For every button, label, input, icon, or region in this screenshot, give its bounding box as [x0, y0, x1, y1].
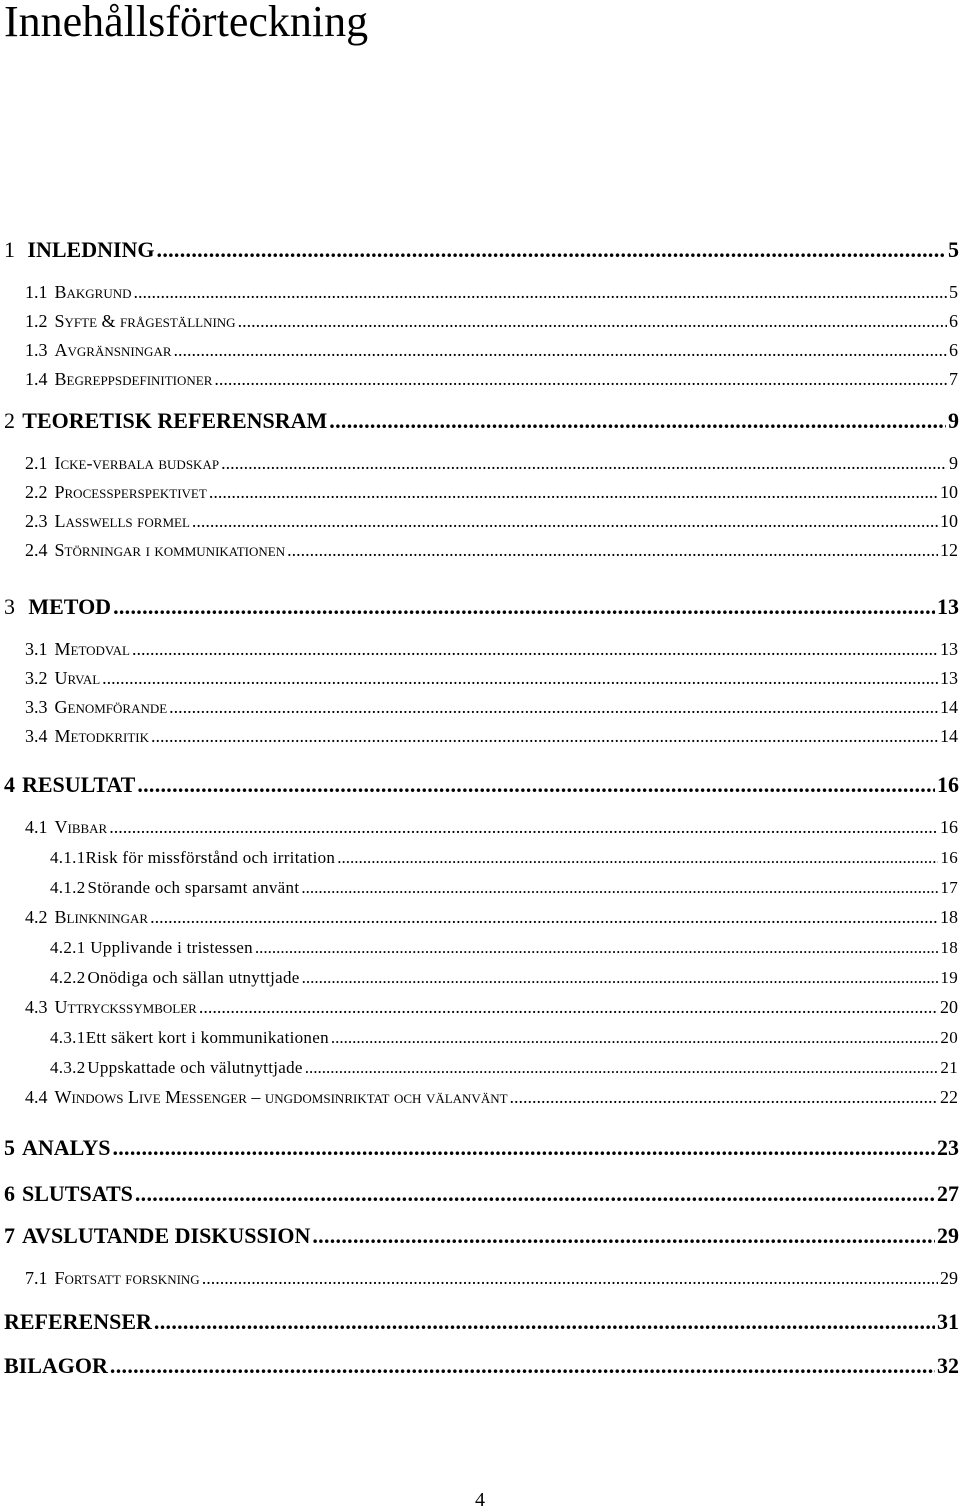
toc-entry-number: 4.1.2 [50, 878, 86, 897]
toc-entry-title: Metodval [54, 639, 130, 659]
toc-entry-page: 18 [940, 938, 958, 957]
toc-entry-title: TEORETISK REFERENSRAM [22, 408, 328, 433]
toc-entry-page: 17 [940, 878, 958, 897]
toc-entry-page: 21 [940, 1058, 958, 1077]
toc-entry-title: Störningar i kommunikationen [54, 540, 286, 560]
toc-dot-leader [199, 995, 938, 1019]
toc-dot-leader [109, 815, 938, 839]
toc-entry-page: 14 [940, 726, 958, 746]
toc-dot-leader [331, 1026, 939, 1050]
toc-entry-title: Icke-verbala budskap [54, 453, 220, 473]
toc-entry-page: 13 [940, 639, 958, 659]
toc-entry-number: 2 [4, 408, 15, 433]
toc-entry-page: 12 [940, 540, 958, 560]
toc-entry-page: 22 [940, 1087, 958, 1107]
toc-entry[interactable] [4, 1352, 959, 1380]
page-number: 4 [475, 1489, 485, 1511]
toc-dot-leader [157, 236, 946, 264]
toc-entry[interactable] [25, 309, 958, 333]
toc-entry-page: 6 [949, 340, 958, 360]
toc-entry-page: 23 [937, 1135, 959, 1160]
toc-entry-title: Vibbar [54, 817, 108, 837]
toc-dot-leader [302, 966, 939, 990]
toc-entry-page: 13 [937, 594, 959, 619]
toc-entry[interactable] [50, 876, 958, 900]
toc-entry-page: 13 [940, 668, 958, 688]
toc-entry[interactable] [50, 1026, 958, 1050]
toc-entry[interactable] [50, 936, 958, 960]
toc-entry-number: 3.2 [25, 668, 48, 688]
toc-entry-title: REFERENSER [4, 1309, 152, 1334]
toc-entry-number: 5 [4, 1135, 15, 1160]
toc-entry[interactable] [25, 815, 958, 839]
toc-entry[interactable] [25, 451, 958, 475]
toc-entry-page: 9 [949, 453, 958, 473]
toc-dot-leader [102, 666, 938, 690]
toc-entry[interactable] [25, 1266, 958, 1290]
toc-entry-title: Urval [54, 668, 101, 688]
toc-entry-page: 20 [940, 1028, 958, 1047]
toc-dot-leader [132, 637, 938, 661]
toc-dot-leader [174, 338, 947, 362]
toc-dot-leader [169, 695, 938, 719]
toc-entry-title: Ett säkert kort i kommunikationen [85, 1028, 329, 1047]
toc-entry-page: 20 [940, 997, 958, 1017]
toc-entry-number: 2.2 [25, 482, 48, 502]
toc-entry[interactable] [25, 480, 958, 504]
toc-entry-page: 32 [937, 1353, 959, 1378]
toc-entry-title: Uppskattade och välutnyttjade [87, 1058, 303, 1077]
toc-entry[interactable] [4, 1134, 959, 1162]
toc-entry[interactable] [25, 509, 958, 533]
toc-entry-number: 7 [4, 1223, 15, 1248]
toc-entry-title: Blinkningar [54, 907, 149, 927]
toc-entry-number: 4.1.1 [50, 848, 86, 867]
toc-entry-number: 6 [4, 1181, 15, 1206]
toc-entry[interactable] [25, 538, 958, 562]
toc-entry-number: 4.2 [25, 907, 48, 927]
toc-entry-title: Lasswells formel [54, 511, 190, 531]
toc-entry-number: 2.4 [25, 540, 48, 560]
toc-entry-number: 4.2.2 [50, 968, 86, 987]
toc-entry-number: 1 [4, 237, 15, 262]
toc-entry-title: Processperspektivet [54, 482, 207, 502]
toc-entry[interactable] [25, 280, 958, 304]
toc-entry-number: 3 [4, 594, 15, 619]
toc-dot-leader [134, 280, 947, 304]
toc-dot-leader [221, 451, 947, 475]
toc-entry[interactable] [50, 966, 958, 990]
toc-entry-title: AVSLUTANDE DISKUSSION [22, 1223, 311, 1248]
toc-entry-page: 14 [940, 697, 958, 717]
toc-entry-title: METOD [28, 594, 112, 619]
toc-dot-leader [238, 309, 947, 333]
toc-dot-leader [255, 936, 938, 960]
toc-dot-leader [112, 1134, 935, 1162]
toc-entry-number: 1.1 [25, 282, 48, 302]
toc-dot-leader [192, 509, 938, 533]
toc-entry-page: 29 [937, 1223, 959, 1248]
toc-dot-leader [202, 1266, 938, 1290]
toc-entry-page: 9 [948, 408, 959, 433]
toc-dot-leader [209, 480, 938, 504]
toc-entry-title: Genomförande [54, 697, 168, 717]
toc-entry-number: 4 [4, 772, 15, 797]
toc-entry-title: Bakgrund [54, 282, 132, 302]
toc-entry-number: 1.4 [25, 369, 48, 389]
toc-entry[interactable] [25, 666, 958, 690]
toc-entry-number: 4.1 [25, 817, 48, 837]
toc-dot-leader [110, 1352, 935, 1380]
toc-dot-leader [113, 593, 935, 621]
toc-entry-number: 4.3.1 [50, 1028, 86, 1047]
toc-dot-leader [137, 771, 935, 799]
toc-dot-leader [135, 1180, 935, 1208]
toc-entry-title: Windows Live Messenger – ungdomsinriktat och välanvänt [54, 1087, 508, 1107]
toc-entry[interactable] [4, 236, 959, 264]
toc-entry[interactable] [50, 846, 958, 870]
toc-entry-title: ANALYS [22, 1135, 111, 1160]
toc-dot-leader [214, 367, 947, 391]
toc-entry-number: 3.4 [25, 726, 48, 746]
toc-entry-number: 4.3 [25, 997, 48, 1017]
toc-entry-title: BILAGOR [4, 1353, 108, 1378]
toc-entry[interactable] [4, 771, 959, 799]
toc-entry-page: 5 [949, 282, 958, 302]
toc-entry-title: Störande och sparsamt använt [87, 878, 300, 897]
toc-entry[interactable] [4, 593, 959, 621]
toc-entry[interactable] [4, 1308, 959, 1336]
toc-entry-title: INLEDNING [27, 237, 155, 262]
toc-dot-leader [312, 1222, 935, 1250]
toc-entry[interactable] [25, 637, 958, 661]
toc-entry-number: 1.3 [25, 340, 48, 360]
toc-dot-leader [305, 1056, 939, 1080]
toc-entry[interactable] [25, 1085, 958, 1109]
toc-dot-leader [301, 876, 938, 900]
toc-entry-number: 3.3 [25, 697, 48, 717]
toc-entry-page: 16 [940, 848, 958, 867]
toc-entry-title: Begreppsdefinitioner [54, 369, 213, 389]
toc-entry[interactable] [25, 367, 958, 391]
toc-entry-number: 2.3 [25, 511, 48, 531]
toc-entry-title: RESULTAT [22, 772, 136, 797]
toc-entry-page: 10 [940, 511, 958, 531]
toc-entry-title: Avgränsningar [54, 340, 172, 360]
toc-entry[interactable] [25, 905, 958, 929]
toc-dot-leader [151, 724, 938, 748]
toc-entry-page: 29 [940, 1268, 958, 1288]
toc-entry-page: 7 [949, 369, 958, 389]
toc-entry-number: 4.4 [25, 1087, 48, 1107]
toc-entry-page: 16 [937, 772, 959, 797]
toc-entry-title: SLUTSATS [22, 1181, 133, 1206]
toc-entry-number: 7.1 [25, 1268, 48, 1288]
toc-entry[interactable] [25, 695, 958, 719]
toc-entry-title: Upplivande i tristessen [90, 938, 253, 957]
toc-entry-page: 6 [949, 311, 958, 331]
toc-entry-number: 3.1 [25, 639, 48, 659]
toc-dot-leader [154, 1308, 935, 1336]
toc-entry-number: 1.2 [25, 311, 48, 331]
toc-entry[interactable] [25, 724, 958, 748]
toc-dot-leader [329, 407, 946, 435]
toc-entry[interactable] [4, 407, 959, 435]
toc-entry-page: 10 [940, 482, 958, 502]
toc-entry-page: 18 [940, 907, 958, 927]
toc-dot-leader [150, 905, 938, 929]
toc-entry[interactable] [50, 1056, 958, 1080]
toc-entry-title: Fortsatt forskning [54, 1268, 200, 1288]
toc-dot-leader [287, 538, 938, 562]
toc-dot-leader [510, 1085, 938, 1109]
toc-entry-title: Uttryckssymboler [54, 997, 197, 1017]
toc-entry-page: 27 [937, 1181, 959, 1206]
toc-entry-title: Risk för missförstånd och irritation [85, 848, 336, 867]
toc-entry-page: 16 [940, 817, 958, 837]
toc-dot-leader [337, 846, 938, 870]
toc-entry[interactable] [4, 1222, 959, 1250]
toc-entry-number: 2.1 [25, 453, 48, 473]
toc-entry-number: 4.3.2 [50, 1058, 86, 1077]
toc-entry-title: Syfte & frågeställning [54, 311, 236, 331]
toc-entry[interactable] [4, 1180, 959, 1208]
page-title: Innehållsförteckning [4, 0, 369, 46]
toc-entry-title: Metodkritik [54, 726, 149, 746]
toc-entry-page: 19 [940, 968, 958, 987]
toc-entry[interactable] [25, 338, 958, 362]
toc-entry-title: Onödiga och sällan utnyttjade [87, 968, 300, 987]
toc-entry-page: 5 [948, 237, 959, 262]
toc-entry-number: 4.2.1 [50, 938, 86, 957]
toc-entry[interactable] [25, 995, 958, 1019]
toc-entry-page: 31 [937, 1309, 959, 1334]
